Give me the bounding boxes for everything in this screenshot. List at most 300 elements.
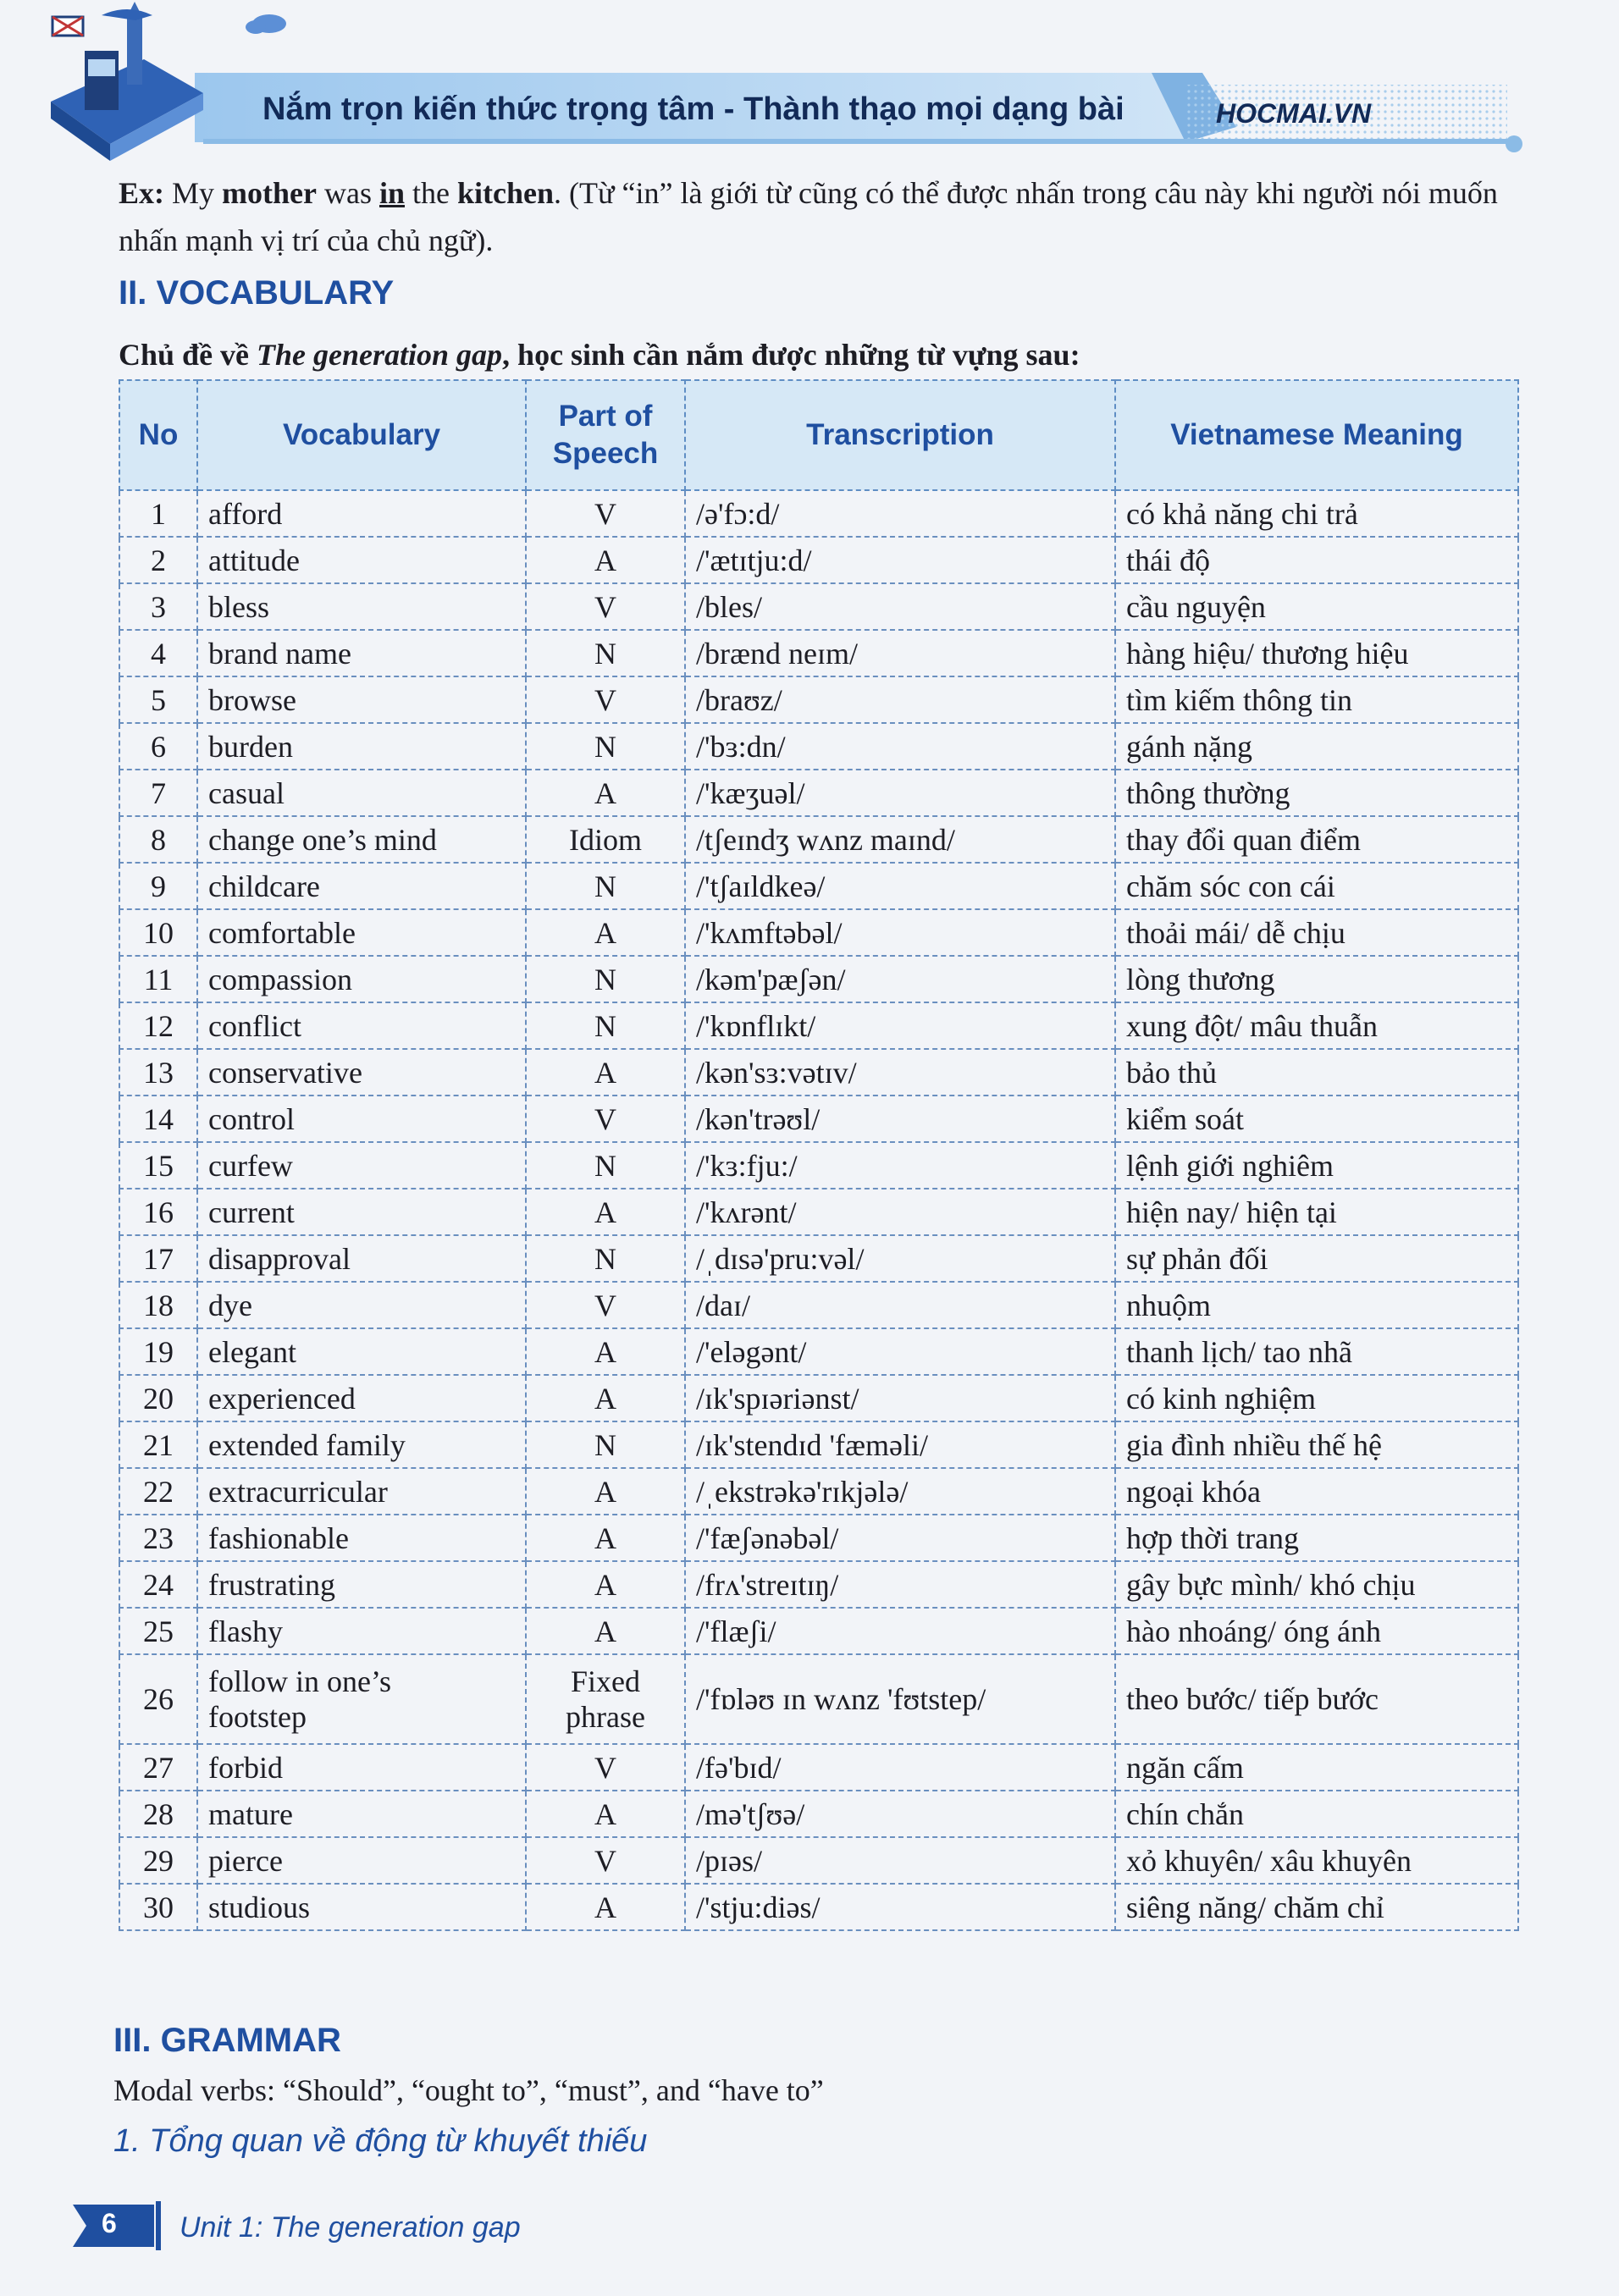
cell-text: 21 <box>143 1427 174 1462</box>
cell-vocabulary <box>197 956 526 1002</box>
cell-meaning <box>1115 583 1518 630</box>
table-row <box>119 1468 1518 1515</box>
cell-meaning <box>1115 1096 1518 1142</box>
table-row <box>119 909 1518 956</box>
cell-vocabulary <box>197 1837 526 1884</box>
cell-text: nhuộm <box>1126 1288 1212 1322</box>
cell-text: 9 <box>151 869 166 903</box>
cell-part-of-speech <box>526 1791 685 1837</box>
cell-text: /'ætɪtju:d/ <box>696 543 812 577</box>
cell-part-of-speech <box>526 816 685 863</box>
banner-title: Nắm trọn kiến thức trọng tâm - Thành thạo mọi dạng bài <box>262 91 1124 127</box>
cell-text: bảo thủ <box>1126 1055 1217 1090</box>
cell-text: /'stju:diəs/ <box>696 1890 821 1924</box>
cell-vocabulary <box>197 1515 526 1561</box>
cell-meaning <box>1115 1282 1518 1328</box>
cell-text: 14 <box>143 1101 174 1136</box>
cell-part-of-speech <box>526 770 685 816</box>
cell-text: 24 <box>143 1567 174 1602</box>
cell-part-of-speech <box>526 1002 685 1049</box>
example-word: the <box>412 176 450 210</box>
cell-no <box>119 630 197 676</box>
cell-transcription <box>685 770 1115 816</box>
cell-text: theo bước/ tiếp bước <box>1126 1682 1379 1716</box>
cell-text: /ɪk'spɪəriənst/ <box>696 1381 859 1416</box>
vocabulary-lead-text: , học sinh cần nắm được những từ vựng sau: <box>502 338 1080 372</box>
table-row <box>119 723 1518 770</box>
example-underlined-word: in <box>379 176 406 210</box>
cell-transcription <box>685 1468 1115 1515</box>
cell-text: N <box>594 636 616 671</box>
table-row <box>119 1375 1518 1421</box>
header-no: No <box>119 380 197 490</box>
cell-text: 16 <box>143 1195 174 1229</box>
cell-transcription <box>685 956 1115 1002</box>
table-row <box>119 1142 1518 1189</box>
cell-text: Idiom <box>569 822 642 857</box>
cell-text: childcare <box>208 869 320 903</box>
table-row <box>119 863 1518 909</box>
cell-text: lệnh giới nghiêm <box>1126 1148 1334 1183</box>
cell-text: V <box>594 1101 616 1136</box>
cell-meaning <box>1115 1375 1518 1421</box>
cell-text: hiện nay/ hiện tại <box>1126 1195 1337 1229</box>
cell-transcription <box>685 583 1115 630</box>
cell-text: 18 <box>143 1288 174 1322</box>
cell-transcription <box>685 863 1115 909</box>
cell-meaning <box>1115 1561 1518 1608</box>
cell-no <box>119 1235 197 1282</box>
cell-no <box>119 1421 197 1468</box>
cell-text: /braʊz/ <box>696 682 782 717</box>
cell-text: /bles/ <box>696 589 762 624</box>
cell-vocabulary <box>197 1096 526 1142</box>
cell-part-of-speech <box>526 956 685 1002</box>
cell-text: kiểm soát <box>1126 1101 1244 1136</box>
cell-text: afford <box>208 496 283 531</box>
cell-text: N <box>594 1148 616 1183</box>
header-vocabulary: Vocabulary <box>197 380 526 490</box>
cell-no <box>119 1282 197 1328</box>
example-label: Ex: <box>119 176 164 210</box>
cell-transcription <box>685 490 1115 537</box>
cell-vocabulary <box>197 816 526 863</box>
table-row <box>119 1561 1518 1608</box>
cell-text: /kəm'pæʃən/ <box>696 962 846 996</box>
cell-text: ngoại khóa <box>1126 1474 1261 1509</box>
cell-text: 30 <box>143 1890 174 1924</box>
cell-meaning <box>1115 1328 1518 1375</box>
cell-text: 17 <box>143 1241 174 1276</box>
cell-vocabulary <box>197 676 526 723</box>
cell-transcription <box>685 1791 1115 1837</box>
cell-text: dye <box>208 1288 252 1322</box>
cell-text: V <box>594 682 616 717</box>
cell-no <box>119 1654 197 1744</box>
cell-meaning <box>1115 1235 1518 1282</box>
cell-vocabulary <box>197 1421 526 1468</box>
header-part-of-speech <box>526 380 685 490</box>
cell-vocabulary <box>197 1791 526 1837</box>
cell-text: /'bɜ:dn/ <box>696 729 786 764</box>
cell-part-of-speech <box>526 1744 685 1791</box>
cell-part-of-speech <box>526 1049 685 1096</box>
cell-text: brand name <box>208 636 351 671</box>
cell-text: /frʌ'streɪtɪŋ/ <box>696 1567 839 1602</box>
cloud-icon <box>246 14 286 34</box>
grammar-text: Modal verbs: “Should”, “ought to”, “must”, and “have to” <box>113 2073 824 2107</box>
cell-part-of-speech <box>526 1837 685 1884</box>
cell-part-of-speech <box>526 1515 685 1561</box>
cell-transcription <box>685 676 1115 723</box>
cell-transcription <box>685 1608 1115 1654</box>
cell-text: compassion <box>208 962 352 996</box>
cell-text: 13 <box>143 1055 174 1090</box>
cell-text: N <box>594 729 616 764</box>
cell-no <box>119 1002 197 1049</box>
cell-text: 27 <box>143 1750 174 1785</box>
header-banner <box>0 0 1619 169</box>
cell-text: /kən'trəʊl/ <box>696 1101 821 1136</box>
cell-vocabulary <box>197 1282 526 1328</box>
cell-vocabulary <box>197 1468 526 1515</box>
cell-part-of-speech <box>526 583 685 630</box>
banner-graphic <box>0 0 1619 169</box>
cell-vocabulary <box>197 630 526 676</box>
cell-text: V <box>594 1750 616 1785</box>
cell-meaning <box>1115 956 1518 1002</box>
cell-text: A <box>594 1334 616 1369</box>
cell-transcription <box>685 1421 1115 1468</box>
cell-vocabulary <box>197 490 526 537</box>
cell-vocabulary <box>197 770 526 816</box>
cell-text: disapproval <box>208 1241 351 1276</box>
cell-part-of-speech <box>526 490 685 537</box>
cell-text: /'flæʃi/ <box>696 1614 776 1648</box>
header-transcription: Transcription <box>685 380 1115 490</box>
table-row <box>119 1421 1518 1468</box>
cell-vocabulary <box>197 909 526 956</box>
cell-text: chăm sóc con cái <box>1126 869 1335 903</box>
table-row <box>119 1608 1518 1654</box>
cell-vocabulary <box>197 1608 526 1654</box>
cell-part-of-speech <box>526 1561 685 1608</box>
cell-vocabulary <box>197 1142 526 1189</box>
cell-text: 10 <box>143 915 174 950</box>
cell-text: lòng thương <box>1126 962 1275 996</box>
footer-divider <box>156 2201 161 2250</box>
cell-meaning <box>1115 1189 1518 1235</box>
cell-vocabulary <box>197 1884 526 1930</box>
cell-text: A <box>594 1055 616 1090</box>
cell-text: /'kæʒuəl/ <box>696 775 805 810</box>
table-row <box>119 1235 1518 1282</box>
cell-meaning <box>1115 770 1518 816</box>
cell-text: burden <box>208 729 293 764</box>
cell-text: siêng năng/ chăm chỉ <box>1126 1890 1384 1924</box>
cell-meaning <box>1115 630 1518 676</box>
cell-text: 2 <box>151 543 166 577</box>
cell-transcription <box>685 816 1115 863</box>
cell-transcription <box>685 1142 1115 1189</box>
cell-text: gia đình nhiều thế hệ <box>1126 1427 1382 1462</box>
cell-meaning <box>1115 490 1518 537</box>
cell-text: 15 <box>143 1148 174 1183</box>
cell-no <box>119 1375 197 1421</box>
example-paragraph <box>119 169 1524 264</box>
cell-transcription <box>685 1002 1115 1049</box>
cell-part-of-speech <box>526 1096 685 1142</box>
cell-part-of-speech <box>526 1375 685 1421</box>
cell-text: mature <box>208 1797 293 1831</box>
cell-transcription <box>685 723 1115 770</box>
cell-text: control <box>208 1101 295 1136</box>
cell-vocabulary <box>197 1049 526 1096</box>
cell-text: có khả năng chi trả <box>1126 496 1358 531</box>
table-row <box>119 583 1518 630</box>
cell-text: N <box>594 1241 616 1276</box>
cell-no <box>119 1468 197 1515</box>
banner-site: HOCMAI.VN <box>1216 98 1372 129</box>
cell-text: thay đổi quan điểm <box>1126 822 1361 857</box>
cell-text: frustrating <box>208 1567 335 1602</box>
cell-text: 3 <box>151 589 166 624</box>
table-row <box>119 1515 1518 1561</box>
cell-no <box>119 956 197 1002</box>
cell-vocabulary <box>197 863 526 909</box>
cell-meaning <box>1115 723 1518 770</box>
table-row <box>119 537 1518 583</box>
cell-text: A <box>594 1195 616 1229</box>
cell-no <box>119 1791 197 1837</box>
cell-no <box>119 1328 197 1375</box>
cell-text: N <box>594 962 616 996</box>
cell-text: footstep <box>208 1700 307 1734</box>
cell-text: tìm kiếm thông tin <box>1126 682 1352 717</box>
cell-part-of-speech <box>526 909 685 956</box>
cell-no <box>119 537 197 583</box>
footer-unit-title: Unit 1: The generation gap <box>180 2211 521 2244</box>
cell-part-of-speech <box>526 676 685 723</box>
cell-no <box>119 770 197 816</box>
table-row <box>119 1744 1518 1791</box>
cell-text: 19 <box>143 1334 174 1369</box>
cell-no <box>119 1049 197 1096</box>
cell-part-of-speech <box>526 1608 685 1654</box>
table-row <box>119 1837 1518 1884</box>
cell-vocabulary <box>197 1328 526 1375</box>
cell-text: 23 <box>143 1521 174 1555</box>
cell-text: /brænd neɪm/ <box>696 636 858 671</box>
cell-text: V <box>594 1288 616 1322</box>
cell-text: /'tʃaɪldkeə/ <box>696 869 826 903</box>
example-word: was <box>323 176 372 210</box>
cell-meaning <box>1115 1468 1518 1515</box>
cell-text: comfortable <box>208 915 356 950</box>
grammar-heading: III. GRAMMAR <box>113 2022 341 2059</box>
cell-part-of-speech <box>526 1235 685 1282</box>
header-pos-line: Part of <box>558 400 653 433</box>
cell-text: xung đột/ mâu thuẫn <box>1126 1008 1378 1043</box>
cell-transcription <box>685 1328 1115 1375</box>
cell-text: 1 <box>151 496 166 531</box>
cell-text: bless <box>208 589 269 624</box>
cell-transcription <box>685 1049 1115 1096</box>
cell-text: extracurricular <box>208 1474 388 1509</box>
table-row <box>119 770 1518 816</box>
cell-text: thanh lịch/ tao nhã <box>1126 1334 1352 1369</box>
table-row <box>119 1096 1518 1142</box>
cell-vocabulary <box>197 1375 526 1421</box>
table-row <box>119 490 1518 537</box>
cell-text: /'fæʃənəbəl/ <box>696 1521 839 1555</box>
cell-no <box>119 1884 197 1930</box>
cell-meaning <box>1115 1515 1518 1561</box>
page-number: 6 <box>102 2208 117 2238</box>
cell-text: hào nhoáng/ óng ánh <box>1126 1614 1381 1648</box>
cell-part-of-speech <box>526 1421 685 1468</box>
vocabulary-lead <box>119 337 1080 373</box>
cell-text: A <box>594 775 616 810</box>
cell-transcription <box>685 1515 1115 1561</box>
cell-text: A <box>594 1381 616 1416</box>
cell-part-of-speech <box>526 723 685 770</box>
cell-no <box>119 863 197 909</box>
cell-no <box>119 1837 197 1884</box>
cell-text: /mə'tʃʊə/ <box>696 1797 805 1831</box>
cell-text: attitude <box>208 543 300 577</box>
cell-vocabulary <box>197 1235 526 1282</box>
cell-transcription <box>685 1096 1115 1142</box>
cell-transcription <box>685 630 1115 676</box>
example-stressed-word: mother <box>222 176 317 210</box>
cell-no <box>119 490 197 537</box>
table-row <box>119 1049 1518 1096</box>
table-row <box>119 1282 1518 1328</box>
cell-vocabulary <box>197 1002 526 1049</box>
cell-text: 25 <box>143 1614 174 1648</box>
table-row <box>119 1791 1518 1837</box>
cell-text: /'kʌmftəbəl/ <box>696 915 843 950</box>
cell-meaning <box>1115 1654 1518 1744</box>
cell-text: elegant <box>208 1334 296 1369</box>
cell-text: /pɪəs/ <box>696 1843 762 1878</box>
cell-text: 22 <box>143 1474 174 1509</box>
cell-part-of-speech <box>526 863 685 909</box>
cell-meaning <box>1115 1421 1518 1468</box>
cell-meaning <box>1115 1002 1518 1049</box>
cell-no <box>119 1744 197 1791</box>
cell-text: A <box>594 1890 616 1924</box>
cell-text: flashy <box>208 1614 283 1648</box>
cell-no <box>119 1515 197 1561</box>
vocabulary-lead-text: Chủ đề về <box>119 338 257 372</box>
cell-text: N <box>594 1427 616 1462</box>
cell-text: change one’s mind <box>208 822 437 857</box>
cell-text: N <box>594 1008 616 1043</box>
cell-text: A <box>594 1614 616 1648</box>
cell-text: 11 <box>143 962 174 996</box>
cell-text: xỏ khuyên/ xâu khuyên <box>1126 1843 1412 1878</box>
table-header-row <box>119 380 1518 490</box>
cell-meaning <box>1115 863 1518 909</box>
cell-text: 5 <box>151 682 166 717</box>
cell-text: thông thường <box>1126 775 1290 810</box>
cell-part-of-speech <box>526 537 685 583</box>
table-row <box>119 1654 1518 1744</box>
cell-text: /ə'fɔ:d/ <box>696 496 780 531</box>
cell-text: chín chắn <box>1126 1797 1244 1831</box>
header-pos-line: Speech <box>552 437 659 470</box>
cell-meaning <box>1115 1884 1518 1930</box>
cell-meaning <box>1115 1049 1518 1096</box>
cell-text: cầu nguyện <box>1126 589 1266 624</box>
vocabulary-heading: II. VOCABULARY <box>119 274 395 312</box>
cell-meaning <box>1115 1837 1518 1884</box>
cell-no <box>119 1096 197 1142</box>
example-stressed-word: kitchen <box>457 176 555 210</box>
cell-text: /'kɜ:fju:/ <box>696 1148 798 1183</box>
cell-transcription <box>685 1884 1115 1930</box>
cell-part-of-speech <box>526 630 685 676</box>
cell-text: phrase <box>566 1700 645 1734</box>
cell-vocabulary <box>197 537 526 583</box>
page-number-badge <box>73 2205 157 2247</box>
vocabulary-table <box>119 379 1519 1931</box>
cell-vocabulary <box>197 1654 526 1744</box>
grammar-subheading: 1. Tổng quan về động từ khuyết thiếu <box>113 2123 648 2159</box>
cell-no <box>119 1608 197 1654</box>
cell-no <box>119 1142 197 1189</box>
table-row <box>119 816 1518 863</box>
cell-meaning <box>1115 1791 1518 1837</box>
cell-text: V <box>594 1843 616 1878</box>
cell-transcription <box>685 1744 1115 1791</box>
cell-text: 6 <box>151 729 166 764</box>
table-row <box>119 1884 1518 1930</box>
cell-text: conservative <box>208 1055 362 1090</box>
cell-no <box>119 723 197 770</box>
london-landmarks-icon <box>51 2 203 161</box>
cell-text: forbid <box>208 1750 283 1785</box>
cell-part-of-speech <box>526 1884 685 1930</box>
cell-text: A <box>594 1797 616 1831</box>
cell-text: /kən'sɜ:vətɪv/ <box>696 1055 857 1090</box>
cell-text: N <box>594 869 616 903</box>
cell-meaning <box>1115 816 1518 863</box>
cell-part-of-speech <box>526 1654 685 1744</box>
cell-text: extended family <box>208 1427 406 1462</box>
cell-no <box>119 1189 197 1235</box>
cell-text: thoải mái/ dễ chịu <box>1126 915 1345 950</box>
cell-text: experienced <box>208 1381 356 1416</box>
cell-transcription <box>685 1189 1115 1235</box>
cell-transcription <box>685 537 1115 583</box>
cell-meaning <box>1115 676 1518 723</box>
example-note: . (Từ “in” là giới từ cũng có thể được nhấn trong câu này khi người nói muốn nhấn mạnh vị trí của chủ ngữ). <box>119 176 1498 257</box>
cell-vocabulary <box>197 1189 526 1235</box>
cell-part-of-speech <box>526 1142 685 1189</box>
header-meaning: Vietnamese Meaning <box>1115 380 1518 490</box>
cell-text: 20 <box>143 1381 174 1416</box>
cell-text: gây bực mình/ khó chịu <box>1126 1567 1416 1602</box>
cell-text: /ˌdɪsə'pru:vəl/ <box>696 1241 865 1276</box>
cell-text: 29 <box>143 1843 174 1878</box>
cell-transcription <box>685 1235 1115 1282</box>
cell-text: A <box>594 1567 616 1602</box>
cell-vocabulary <box>197 723 526 770</box>
cell-text: A <box>594 1521 616 1555</box>
